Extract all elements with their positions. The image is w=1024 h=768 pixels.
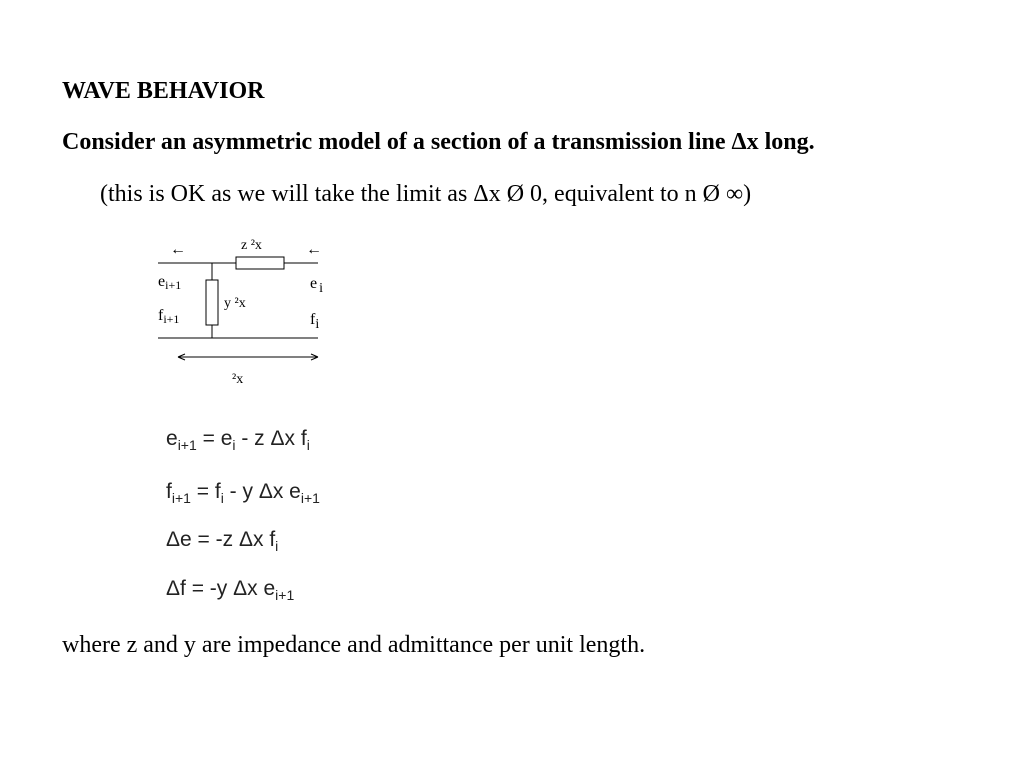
- current-arrow-left: ←: [170, 241, 186, 258]
- definition-text: where z and y are impedance and admittance per unit length.: [62, 632, 646, 658]
- equation-delta-e: [166, 527, 278, 553]
- transmission-line-diagram: [150, 226, 350, 396]
- left-current-sub: i+1: [163, 312, 180, 326]
- eq-text: Δe = -z Δx f: [166, 528, 276, 551]
- eq-text: f: [166, 480, 172, 503]
- eq-text: = f: [190, 480, 221, 503]
- right-current-sub: i: [315, 317, 320, 332]
- left-voltage-label: [158, 273, 181, 292]
- right-current-base: f: [310, 311, 316, 328]
- equation-delta-f: [166, 576, 294, 602]
- eq-text: - y Δx e: [223, 480, 301, 503]
- limit-note: (this is OK as we will take the limit as Δx Ø 0, equivalent to n Ø ∞): [100, 181, 752, 207]
- equation-voltage-update: [166, 426, 310, 452]
- eq-subscript: i: [275, 538, 279, 554]
- eq-text: - z Δx f: [235, 427, 307, 450]
- right-voltage-base: e: [310, 275, 318, 292]
- right-voltage-sub: i: [319, 281, 323, 296]
- current-arrow-right: ←: [306, 241, 322, 258]
- right-voltage-label: [310, 275, 323, 296]
- length-label: ²x: [232, 372, 244, 387]
- eq-text: e: [166, 427, 178, 450]
- slide-subheading: Consider an asymmetric model of a section of a transmission line Δx long.: [62, 129, 815, 155]
- eq-subscript: i+1: [171, 490, 191, 506]
- eq-subscript: i: [220, 490, 224, 506]
- slide-heading: WAVE BEHAVIOR: [62, 78, 265, 104]
- eq-subscript: i+1: [300, 490, 320, 506]
- shunt-admittance-resistor: [206, 280, 218, 325]
- right-current-label: [310, 311, 319, 332]
- left-current-label: [158, 307, 179, 326]
- left-voltage-sub: i+1: [165, 278, 182, 292]
- eq-subscript: i+1: [275, 587, 295, 603]
- eq-text: Δf = -y Δx e: [166, 577, 276, 600]
- eq-subscript: i: [232, 437, 236, 453]
- left-current-base: f: [158, 307, 164, 324]
- series-impedance-resistor: [236, 257, 284, 269]
- series-impedance-label: z ²x: [241, 238, 262, 253]
- left-voltage-base: e: [158, 273, 166, 290]
- equation-current-update: [166, 479, 320, 505]
- shunt-admittance-label: y ²x: [224, 296, 246, 311]
- eq-subscript: i+1: [177, 437, 197, 453]
- eq-subscript: i: [306, 437, 310, 453]
- eq-text: = e: [196, 427, 233, 450]
